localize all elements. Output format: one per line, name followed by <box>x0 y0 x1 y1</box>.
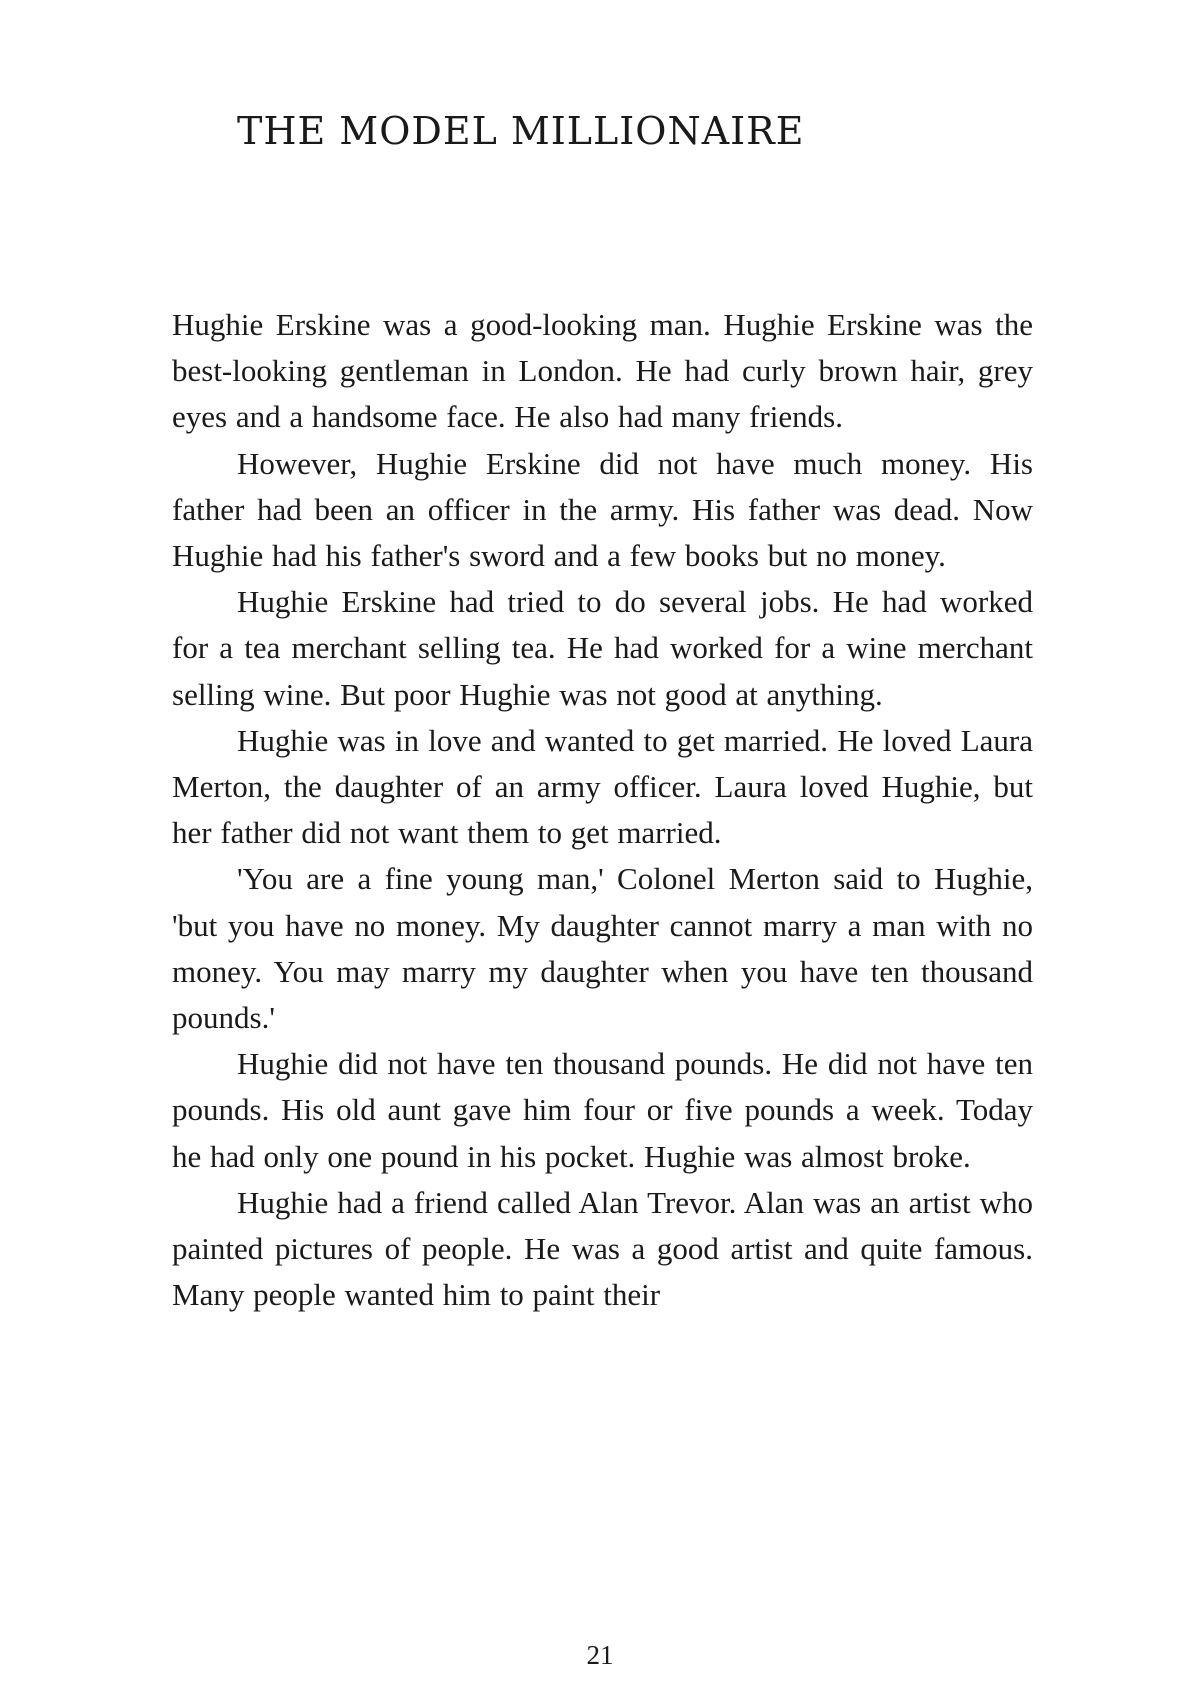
page-number: 21 <box>586 1640 614 1670</box>
paragraph: Hughie Erskine had tried to do several jobs. He had worked for a tea merchant selling tea. He had worked for a wine merchant selling wine. But poor Hughie was not good at anything. <box>172 584 1033 712</box>
paragraph: Hughie had a friend called Alan Trevor. Alan was an artist who painted pictures of people. He was a good artist and quite famous. Many people wanted him to paint their <box>172 1184 1033 1313</box>
chapter-title: THE MODEL MILLIONAIRE <box>237 109 805 153</box>
paragraph: However, Hughie Erskine did not have much money. His father had been an officer in the army. His father was dead. Now Hughie had his father's sword and a few books but no money. <box>172 445 1033 574</box>
paragraph: 'You are a fine young man,' Colonel Merton said to Hughie, 'but you have no money. My daughter cannot marry a man with no money. You may marry my daughter when you have ten thousand pounds.' <box>172 861 1033 1036</box>
paragraph: Hughie was in love and wanted to get married. He loved Laura Merton, the daughter of an army officer. Laura loved Hughie, but her father did not want them to get married. <box>172 722 1033 851</box>
paragraph: Hughie did not have ten thousand pounds. He did not have ten pounds. His old aunt gave him four or five pounds a week. Today he had only one pound in his pocket. Hughie was almost broke. <box>172 1046 1033 1174</box>
paragraph: Hughie Erskine was a good-looking man. Hughie Erskine was the best-looking gentleman in London. He had curly brown hair, grey eyes and a handsome face. He also had many friends. <box>172 307 1033 435</box>
body-text <box>172 302 1033 1318</box>
